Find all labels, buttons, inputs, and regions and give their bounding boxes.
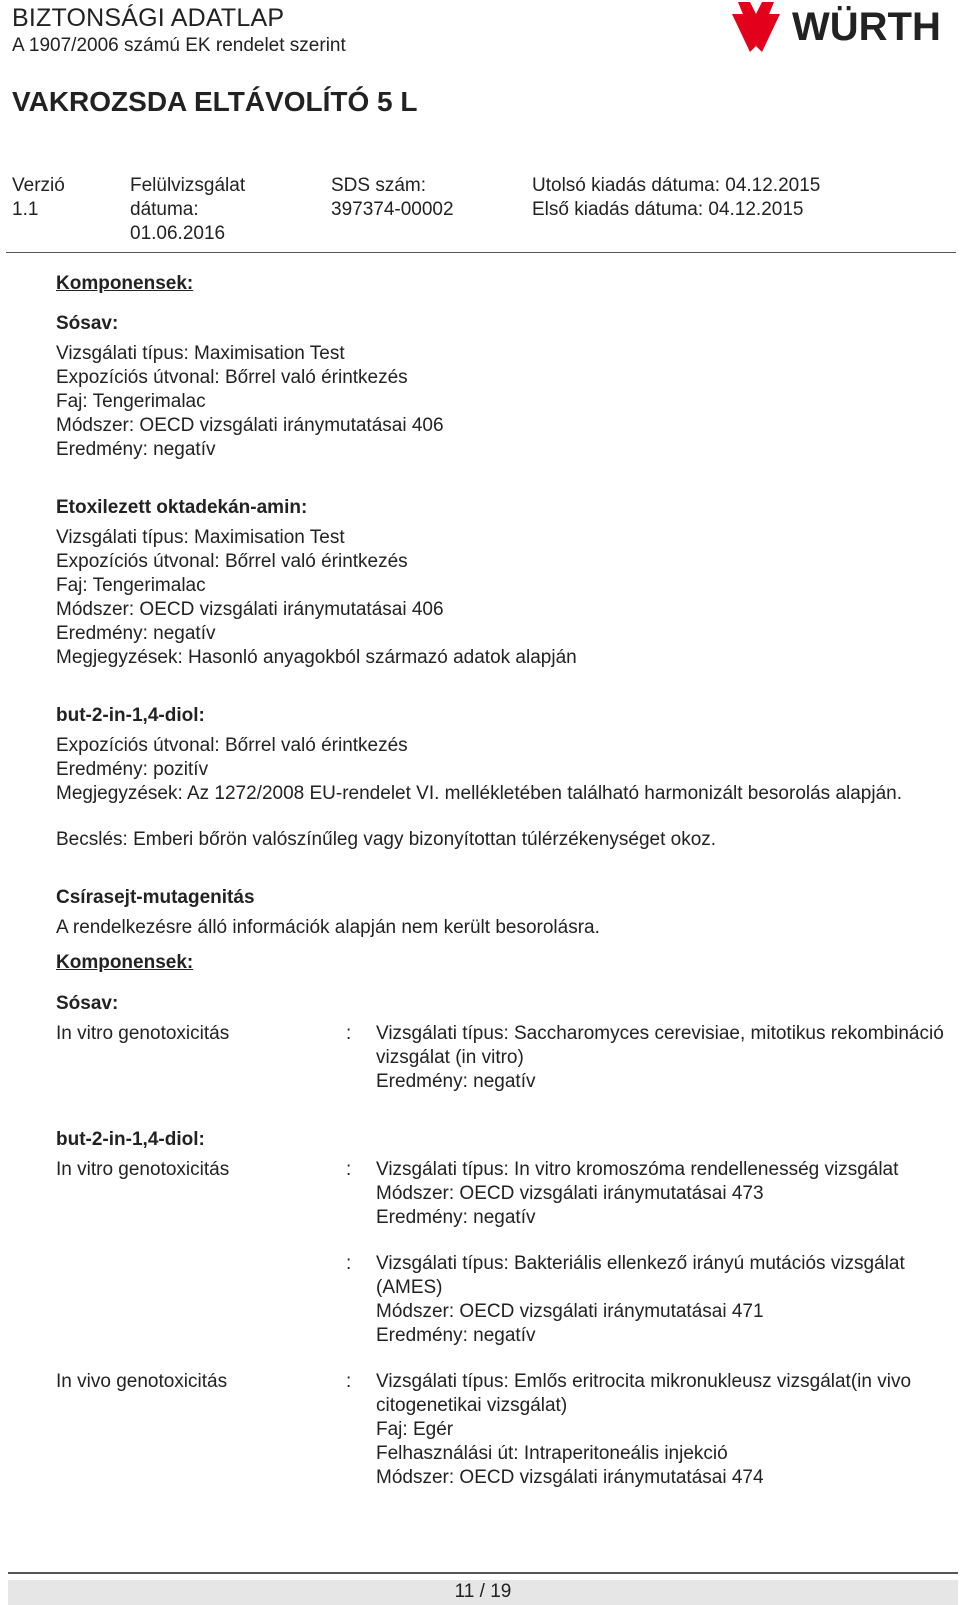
result-line: Expozíciós útvonal: Bőrrel való érintkezés	[56, 735, 408, 756]
component-name: Sósav:	[56, 313, 119, 334]
test-values: Vizsgálati típus: Bakteriális ellenkező irányú mutációs vizsgálat (AMES) Módszer: OECD vizsgálati iránymutatásai 471 Eredmény: negatív	[376, 1253, 905, 1346]
components-heading: Komponensek:	[56, 273, 194, 294]
colon-separator: :	[346, 1371, 352, 1392]
footer-divider	[8, 1572, 958, 1574]
test-row	[56, 1370, 946, 1490]
test-row	[56, 1158, 946, 1230]
wurth-logo-mark-icon	[732, 2, 780, 52]
result-line: Eredmény: negatív	[56, 439, 216, 460]
result-line: Megjegyzések: Az 1272/2008 EU-rendelet VI. mellékletében található harmonizált besorolás alapján.	[56, 783, 903, 804]
component-name: Sósav:	[56, 993, 119, 1014]
result-line: Vizsgálati típus: Maximisation Test	[56, 343, 345, 364]
result-line: Módszer: OECD vizsgálati iránymutatásai 406	[56, 415, 444, 436]
meta-revision: Felülvizsgálat dátuma: 01.06.2016	[130, 175, 246, 244]
test-values: Vizsgálati típus: In vitro kromoszóma rendellenesség vizsgálat Módszer: OECD vizsgálati iránymutatásai 473 Eredmény: negatív	[376, 1159, 899, 1228]
result-line: Expozíciós útvonal: Bőrrel való érintkezés	[56, 367, 408, 388]
test-label: In vitro genotoxicitás	[56, 1159, 230, 1180]
meta-sds-number: SDS szám: 397374-00002	[331, 175, 454, 220]
test-label: In vivo genotoxicitás	[56, 1371, 228, 1392]
result-line: Expozíciós útvonal: Bőrrel való érintkezés	[56, 551, 408, 572]
colon-separator: :	[346, 1253, 352, 1274]
meta-dates: Utolsó kiadás dátuma: 04.12.2015 Első kiadás dátuma: 04.12.2015	[532, 175, 821, 220]
component-name: but-2-in-1,4-diol:	[56, 1129, 205, 1150]
wurth-logo	[730, 0, 955, 55]
result-line: Eredmény: pozitív	[56, 759, 209, 780]
product-name: VAKROZSDA ELTÁVOLÍTÓ 5 L	[12, 86, 418, 117]
section-intro: A rendelkezésre álló információk alapján nem került besorolásra.	[56, 917, 600, 938]
logo-wordmark: WÜRTH	[792, 5, 941, 49]
document-subtitle: A 1907/2006 számú EK rendelet szerint	[12, 35, 346, 56]
component-name: but-2-in-1,4-diol:	[56, 705, 205, 726]
section-title: Csírasejt-mutagenitás	[56, 887, 255, 908]
result-line: Megjegyzések: Hasonló anyagokból származó adatok alapján	[56, 647, 577, 668]
page-number: 11 / 19	[8, 1580, 958, 1605]
result-line: Eredmény: negatív	[56, 623, 216, 644]
document-body	[56, 272, 946, 1490]
result-line: Faj: Tengerimalac	[56, 391, 206, 412]
document-title: BIZTONSÁGI ADATLAP	[12, 4, 285, 32]
component-name: Etoxilezett oktadekán-amin:	[56, 497, 308, 518]
test-values: Vizsgálati típus: Saccharomyces cerevisiae, mitotikus rekombináció vizsgálat (in vitro) Eredmény: negatív	[376, 1023, 944, 1092]
result-line: Módszer: OECD vizsgálati iránymutatásai 406	[56, 599, 444, 620]
colon-separator: :	[346, 1159, 352, 1180]
colon-separator: :	[346, 1023, 352, 1044]
test-values: Vizsgálati típus: Emlős eritrocita mikronukleusz vizsgálat(in vivo citogenetikai vizsgálat) Faj: Egér Felhasználási út: Intraperitoneális injekció Módszer: OECD vizsgálati iránymutatásai 474	[376, 1371, 912, 1488]
test-row	[56, 1022, 946, 1094]
result-line: Vizsgálati típus: Maximisation Test	[56, 527, 345, 548]
header-divider	[6, 252, 956, 253]
result-line: Faj: Tengerimalac	[56, 575, 206, 596]
test-label: In vitro genotoxicitás	[56, 1023, 230, 1044]
meta-version: Verzió 1.1	[12, 175, 65, 220]
assessment-text: Becslés: Emberi bőrön valószínűleg vagy bizonyítottan túlérzékenységet okoz.	[56, 829, 717, 850]
components-heading: Komponensek:	[56, 952, 194, 973]
test-row	[56, 1252, 946, 1348]
